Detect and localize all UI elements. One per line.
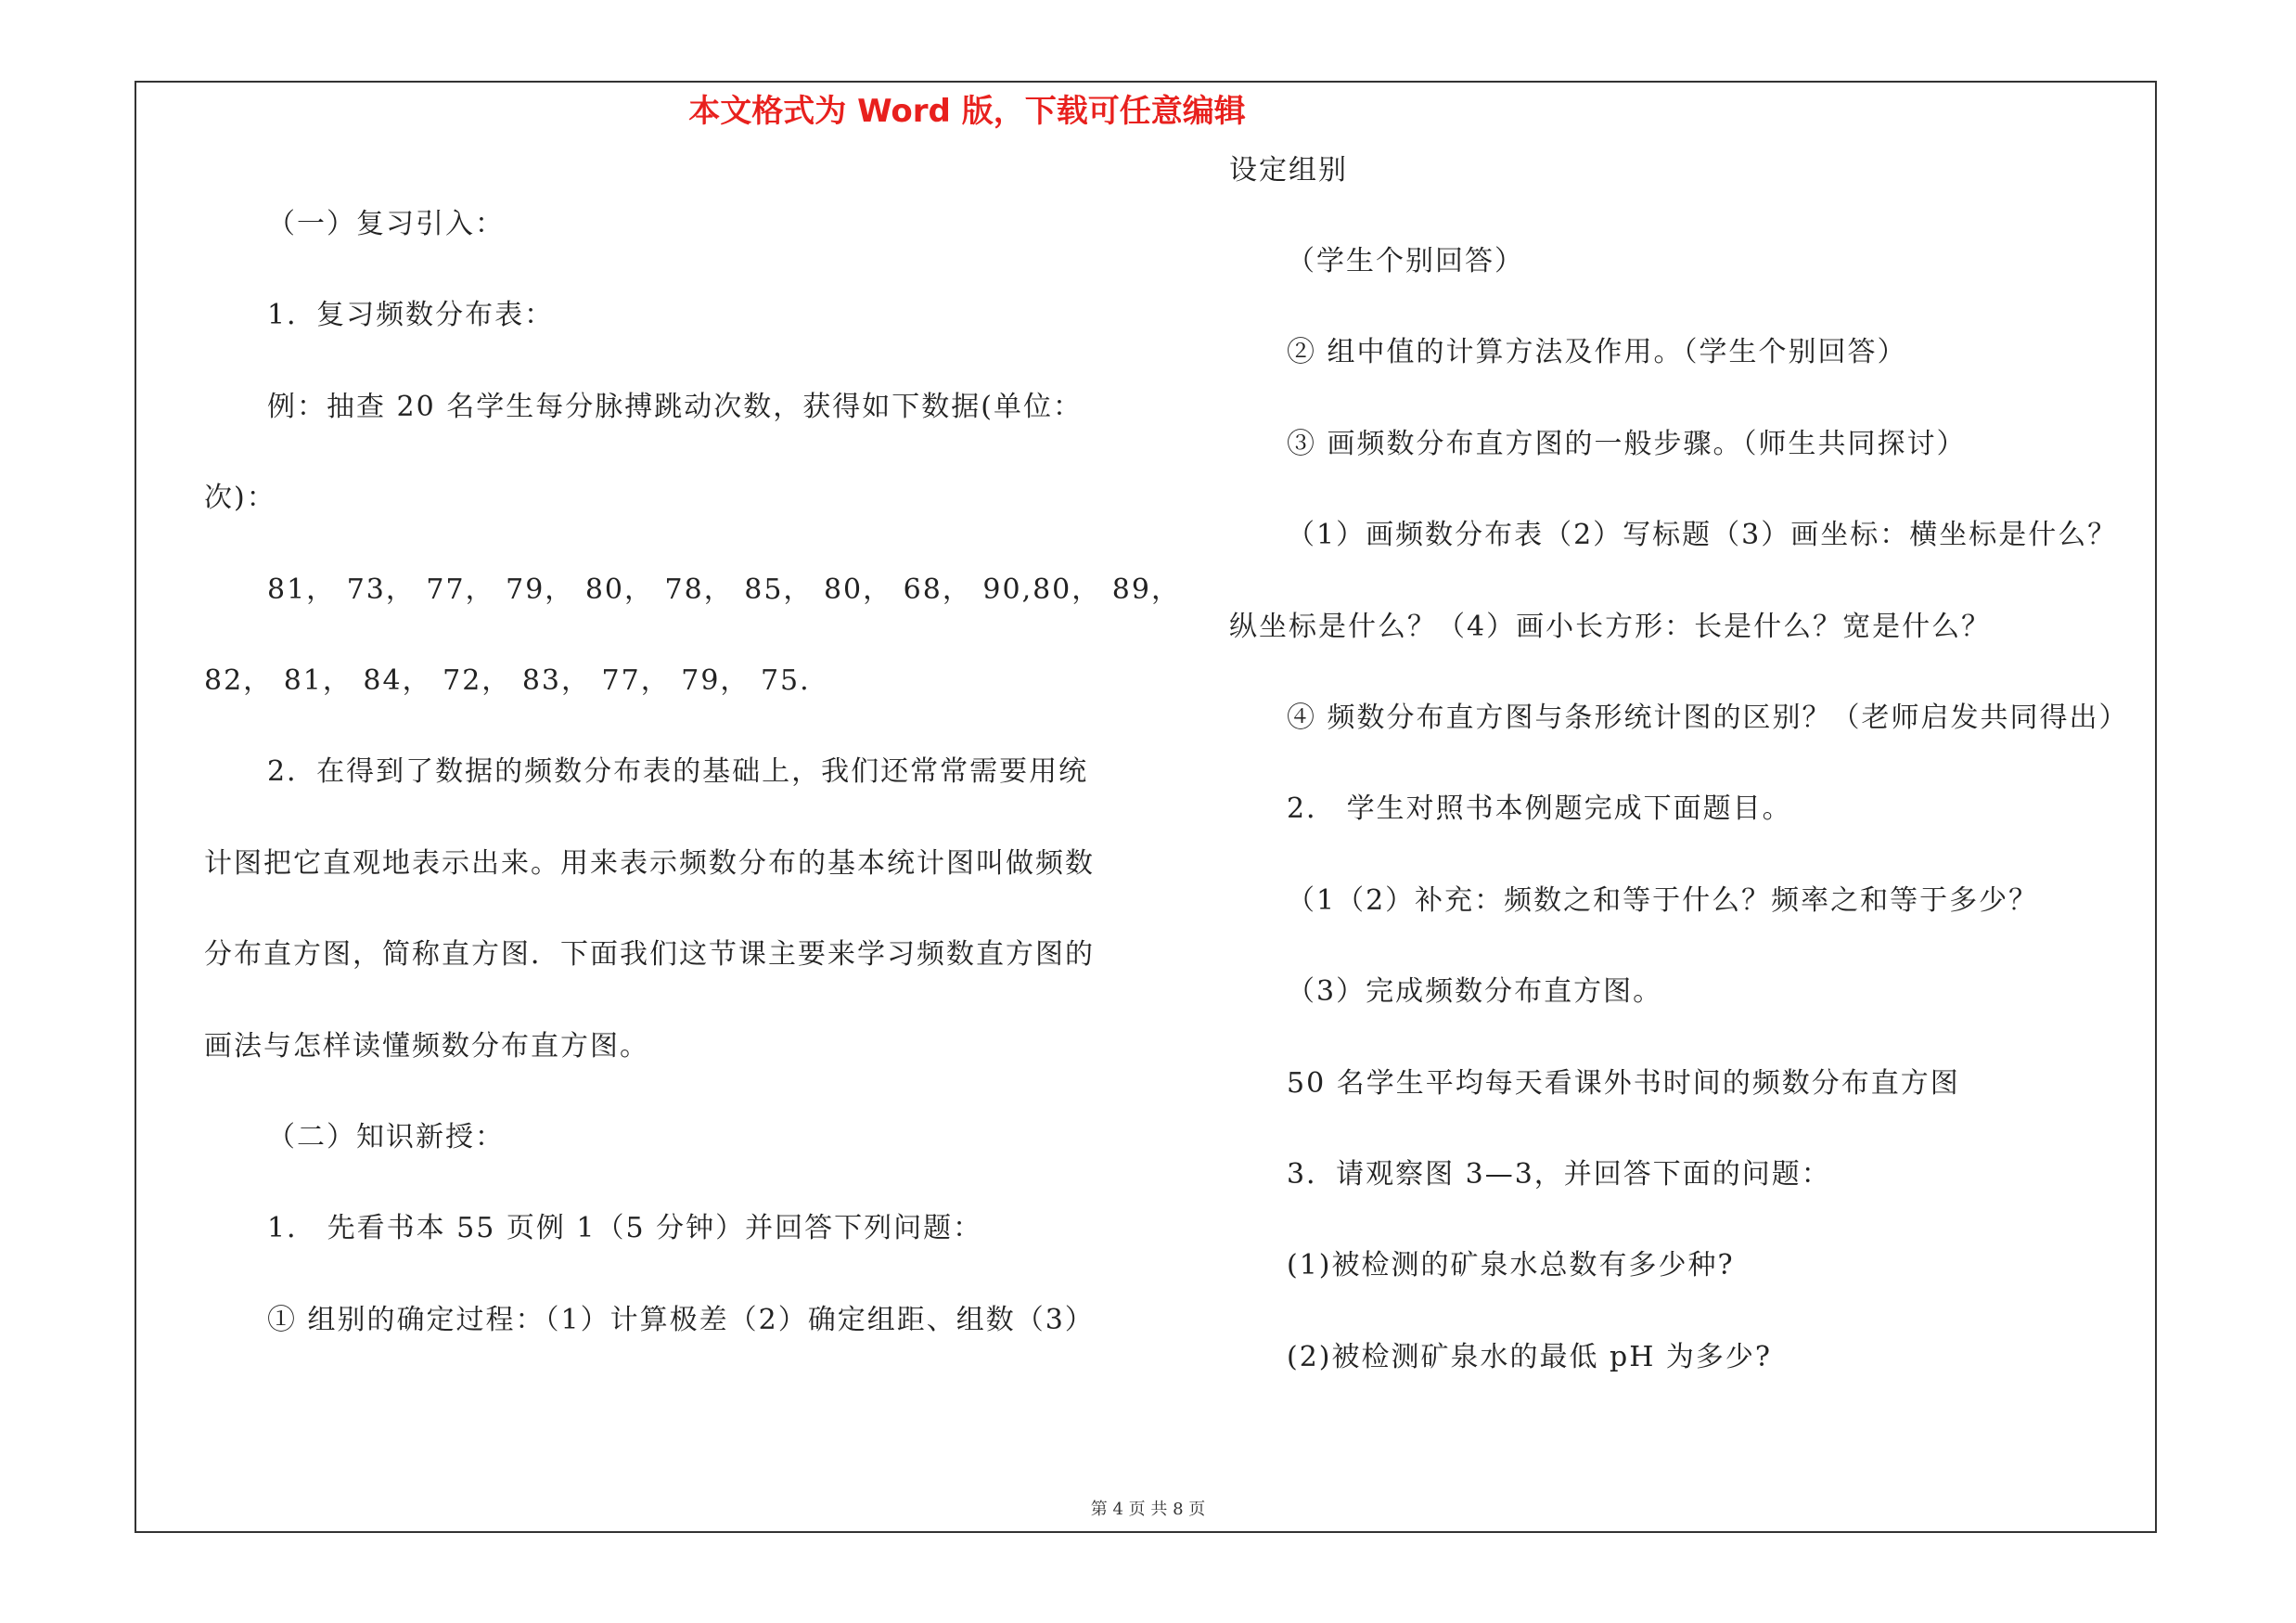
text-line: （3）完成频数分布直方图。 [1287, 975, 1663, 1009]
text-line: （1）画频数分布表（2）写标题（3）画坐标：横坐标是什么？ [1287, 519, 2118, 552]
text-line: 2．在得到了数据的频数分布表的基础上，我们还常常需要用统 [267, 755, 1089, 789]
left-column [204, 179, 1181, 1366]
text-line: 2． 学生对照书本例题完成下面题目。 [1287, 792, 1792, 826]
text-line: ① 组别的确定过程：（1）计算极差（2）确定组距、组数（3） [267, 1303, 1095, 1336]
text-line: 纵坐标是什么？（4）画小长方形：长是什么？宽是什么？ [1229, 610, 1992, 643]
text-line: （1（2）补充：频数之和等于什么？频率之和等于多少？ [1287, 883, 2039, 917]
page-footer: 第 4 页 共 8 页 [1090, 1500, 1206, 1519]
text-line: 1．复习频数分布表： [267, 299, 555, 332]
text-line: 分布直方图，简称直方图．下面我们这节课主要来学习频数直方图的 [204, 938, 1095, 972]
text-line: 50 名学生平均每天看课外书时间的频数分布直方图 [1287, 1066, 1960, 1100]
text-line: 例：抽查 20 名学生每分脉搏跳动次数，获得如下数据(单位： [267, 390, 1083, 423]
text-line: 计图把它直观地表示出来。用来表示频数分布的基本统计图叫做频数 [204, 846, 1095, 880]
text-line: （学生个别回答） [1287, 245, 1524, 277]
text-line: 3．请观察图 3—3，并回答下面的问题： [1287, 1157, 1831, 1191]
text-line: 画法与怎样读懂频数分布直方图。 [204, 1029, 649, 1063]
text-line: （二）知识新授： [267, 1120, 505, 1153]
banner-text: 本文格式为 Word 版，下载可任意编辑 [688, 93, 1246, 130]
text-line: （一）复习引入： [267, 208, 505, 240]
text-line: 81， 73， 77， 79， 80， 78， 85， 80， 68， 90,80， 89， [267, 573, 1181, 606]
text-line: 82， 81， 84， 72， 83， 77， 79， 75. [204, 663, 811, 697]
text-line: (2)被检测矿泉水的最低 pH 为多少? [1287, 1340, 1773, 1373]
text-line: 次)： [204, 482, 276, 515]
text-line: (1)被检测的矿泉水总数有多少种? [1287, 1249, 1735, 1282]
right-column-top-line: 设定组别 [1229, 154, 1348, 187]
text-line: ③ 画频数分布直方图的一般步骤。（师生共同探讨） [1287, 427, 1967, 460]
text-line: 1． 先看书本 55 页例 1（5 分钟）并回答下列问题： [267, 1212, 983, 1245]
text-line: ② 组中值的计算方法及作用。（学生个别回答） [1287, 336, 1907, 369]
text-line: ④ 频数分布直方图与条形统计图的区别？（老师启发共同得出） [1287, 701, 2129, 734]
